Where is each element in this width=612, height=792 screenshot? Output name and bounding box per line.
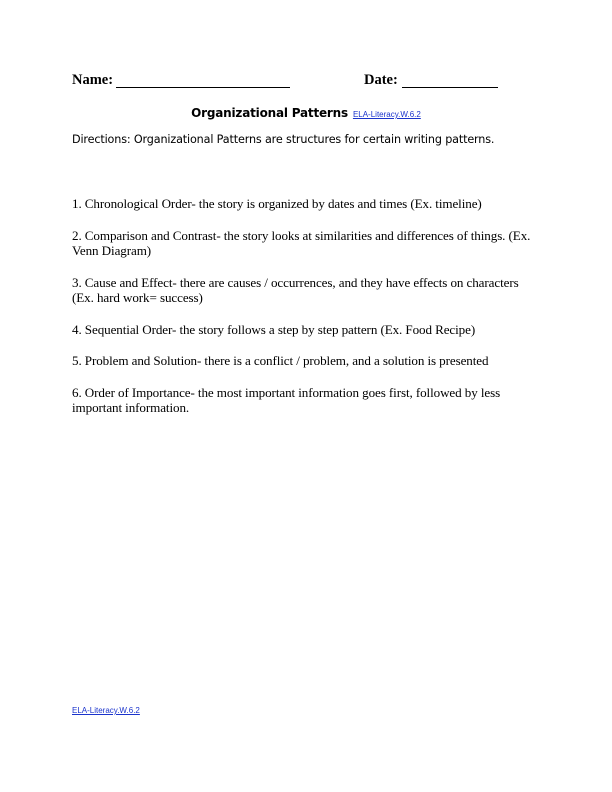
name-blank-line[interactable]	[116, 87, 290, 88]
list-item: 3. Cause and Effect- there are causes / occurrences, and they have effects on characters (Ex. hard work= success)	[72, 274, 519, 305]
list-item: 5. Problem and Solution- there is a conflict / problem, and a solution is presented	[72, 353, 489, 368]
list-item: 2. Comparison and Contrast- the story looks at similarities and differences of things. (Ex. Venn Diagram)	[72, 227, 531, 258]
directions-text: Directions: Organizational Patterns are structures for certain writing patterns.	[72, 133, 495, 146]
date-blank-line[interactable]	[402, 87, 498, 88]
name-label: Name:	[72, 72, 114, 88]
page-title: Organizational Patterns	[191, 106, 348, 120]
list-item: 6. Order of Importance- the most important information goes first, followed by less important information.	[72, 384, 501, 415]
worksheet-header	[72, 72, 542, 92]
patterns-list	[72, 196, 542, 432]
date-label: Date:	[364, 72, 398, 88]
footer-standard-link[interactable]: ELA-Literacy.W.6.2	[72, 706, 140, 715]
standard-link[interactable]: ELA-Literacy.W.6.2	[352, 110, 421, 119]
list-item: 1. Chronological Order- the story is organized by dates and times (Ex. timeline)	[72, 196, 482, 211]
title-row	[0, 104, 612, 122]
list-item: 4. Sequential Order- the story follows a step by step pattern (Ex. Food Recipe)	[72, 321, 476, 337]
